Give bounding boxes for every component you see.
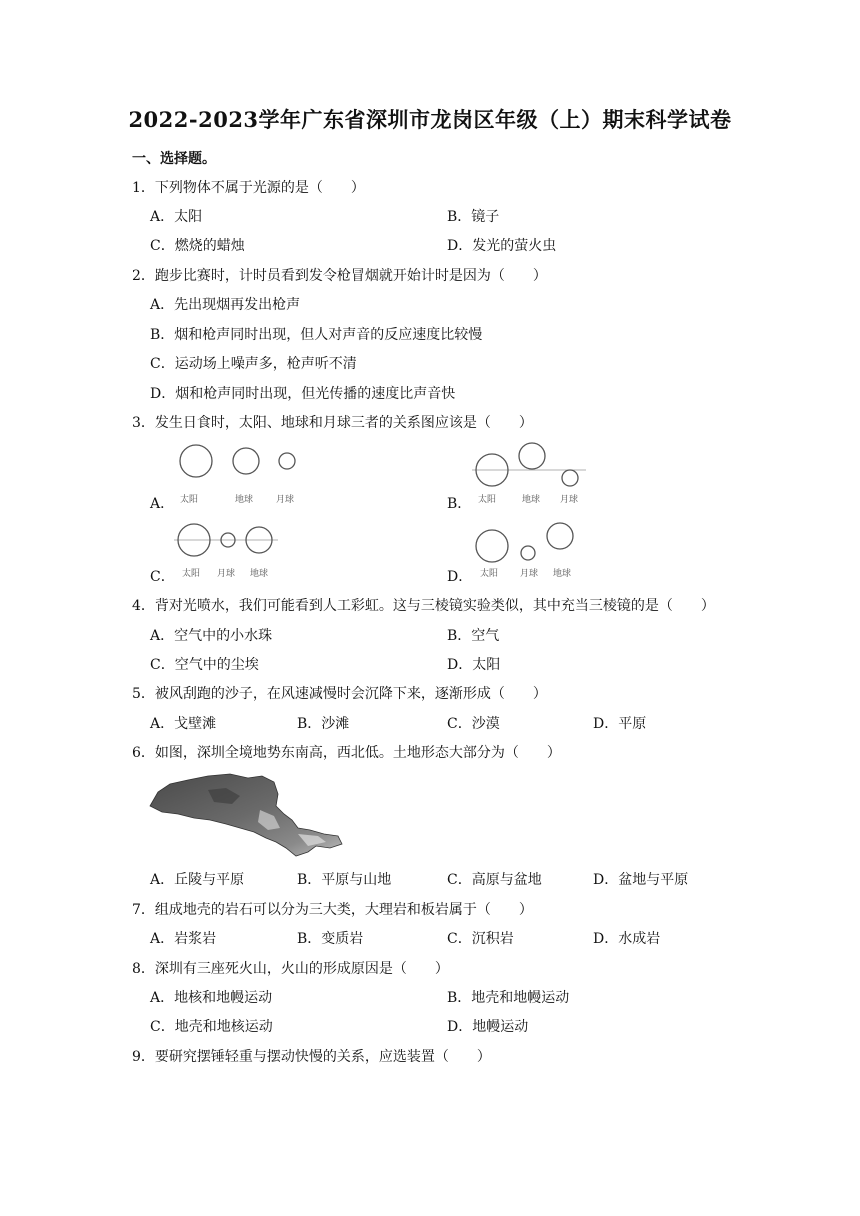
question-4-option-b[interactable]: B．空气 bbox=[447, 628, 500, 644]
question-8-option-c[interactable]: C．地壳和地核运动 bbox=[150, 1019, 273, 1035]
question-3-option-b[interactable]: B． bbox=[447, 496, 472, 512]
question-2-option-b[interactable]: B．烟和枪声同时出现，但人对声音的反应速度比较慢 bbox=[150, 327, 483, 343]
question-8-option-b[interactable]: B．地壳和地幔运动 bbox=[447, 990, 570, 1006]
question-1-option-c[interactable]: C．燃烧的蜡烛 bbox=[150, 238, 245, 254]
diagram-a-label-3: 月球 bbox=[276, 495, 295, 505]
diagram-c-label-3: 地球 bbox=[250, 569, 269, 579]
diagram-c-label-1: 太阳 bbox=[182, 569, 201, 579]
question-3-option-d[interactable]: D． bbox=[447, 569, 473, 585]
shenzhen-terrain-map bbox=[148, 770, 348, 862]
diagram-b-sun-earth-moon bbox=[470, 438, 590, 508]
diagram-b-label-2: 地球 bbox=[522, 495, 541, 505]
question-3-option-c[interactable]: C． bbox=[150, 569, 175, 585]
question-1-stem: 1．下列物体不属于光源的是（ ） bbox=[132, 180, 365, 196]
question-8-option-a[interactable]: A．地核和地幔运动 bbox=[150, 990, 273, 1006]
diagram-d-label-1: 太阳 bbox=[480, 569, 499, 579]
question-4-option-c[interactable]: C．空气中的尘埃 bbox=[150, 657, 259, 673]
question-4-option-a[interactable]: A．空气中的小水珠 bbox=[150, 628, 273, 644]
diagram-a-label-1: 太阳 bbox=[180, 495, 199, 505]
question-7-option-d[interactable]: D．水成岩 bbox=[593, 931, 661, 947]
diagram-a-label-2: 地球 bbox=[235, 495, 254, 505]
question-8-stem: 8．深圳有三座死火山，火山的形成原因是（ ） bbox=[132, 961, 449, 977]
question-5-stem: 5．被风刮跑的沙子，在风速减慢时会沉降下来，逐渐形成（ ） bbox=[132, 686, 547, 702]
exam-title: 2022-2023学年广东省深圳市龙岗区年级（上）期末科学试卷 bbox=[128, 107, 732, 132]
question-2-stem: 2．跑步比赛时，计时员看到发令枪冒烟就开始计时是因为（ ） bbox=[132, 268, 547, 284]
question-2-option-d[interactable]: D．烟和枪声同时出现，但光传播的速度比声音快 bbox=[150, 386, 456, 402]
question-9-stem: 9．要研究摆锤轻重与摆动快慢的关系，应选装置（ ） bbox=[132, 1049, 491, 1065]
question-1-option-b[interactable]: B．镜子 bbox=[447, 209, 500, 225]
question-1-option-a[interactable]: A．太阳 bbox=[150, 209, 203, 225]
diagram-d-label-3: 地球 bbox=[553, 569, 572, 579]
question-6-option-a[interactable]: A．丘陵与平原 bbox=[150, 872, 245, 888]
diagram-b-label-3: 月球 bbox=[560, 495, 579, 505]
question-7-option-a[interactable]: A．岩浆岩 bbox=[150, 931, 217, 947]
question-7-option-b[interactable]: B．变质岩 bbox=[297, 931, 364, 947]
diagram-d-sun-moon-earth bbox=[470, 516, 585, 582]
question-8-option-d[interactable]: D．地幔运动 bbox=[447, 1019, 529, 1035]
question-6-option-b[interactable]: B．平原与山地 bbox=[297, 872, 392, 888]
question-7-option-c[interactable]: C．沉积岩 bbox=[447, 931, 514, 947]
question-5-option-c[interactable]: C．沙漠 bbox=[447, 716, 500, 732]
question-6-stem: 6．如图，深圳全境地势东南高，西北低。土地形态大部分为（ ） bbox=[132, 745, 561, 761]
question-5-option-b[interactable]: B．沙滩 bbox=[297, 716, 350, 732]
question-1-option-d[interactable]: D．发光的萤火虫 bbox=[447, 238, 557, 254]
section-heading: 一、选择题。 bbox=[132, 151, 216, 167]
question-5-option-a[interactable]: A．戈壁滩 bbox=[150, 716, 217, 732]
diagram-c-label-2: 月球 bbox=[217, 569, 236, 579]
question-6-option-d[interactable]: D．盆地与平原 bbox=[593, 872, 689, 888]
question-3-stem: 3．发生日食时，太阳、地球和月球三者的关系图应该是（ ） bbox=[132, 415, 533, 431]
question-3-option-a[interactable]: A． bbox=[150, 496, 175, 512]
question-4-option-d[interactable]: D．太阳 bbox=[447, 657, 501, 673]
diagram-c-sun-moon-earth bbox=[172, 520, 282, 582]
diagram-b-label-1: 太阳 bbox=[478, 495, 497, 505]
question-2-option-a[interactable]: A．先出现烟再发出枪声 bbox=[150, 297, 301, 313]
question-7-stem: 7．组成地壳的岩石可以分为三大类，大理岩和板岩属于（ ） bbox=[132, 902, 533, 918]
question-5-option-d[interactable]: D．平原 bbox=[593, 716, 647, 732]
question-4-stem: 4．背对光喷水，我们可能看到人工彩虹。这与三棱镜实验类似，其中充当三棱镜的是（ ） bbox=[132, 598, 715, 614]
question-6-option-c[interactable]: C．高原与盆地 bbox=[447, 872, 542, 888]
diagram-d-label-2: 月球 bbox=[520, 569, 539, 579]
diagram-a-sun-earth-moon bbox=[172, 442, 312, 508]
question-2-option-c[interactable]: C．运动场上噪声多，枪声听不清 bbox=[150, 356, 357, 372]
